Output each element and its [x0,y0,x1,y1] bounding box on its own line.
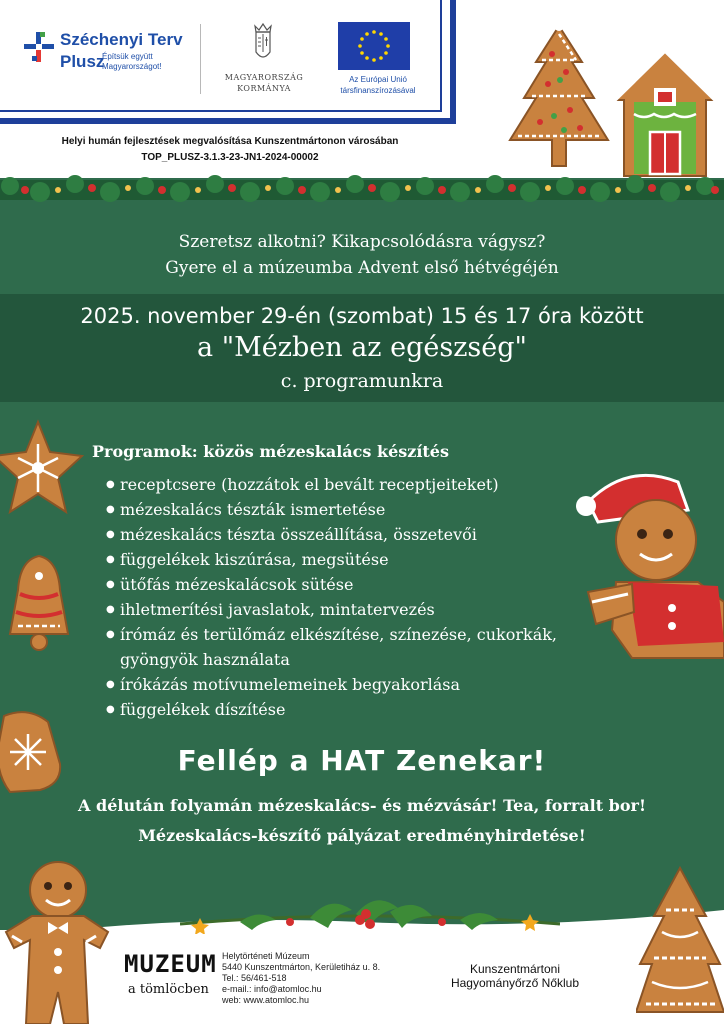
list-item: ● írómáz és terülőmáz elkészítése, színezése, cukorkák, gyöngyök használata [106,622,576,672]
eu-text [324,74,432,96]
list-item: ● függelékek díszítése [106,697,626,722]
szechenyi-slogan: Építsük együtt Magyarországot! [102,52,162,71]
gingerbread-tree-icon [500,18,618,178]
header-frame [440,0,442,112]
szechenyi-logo [22,28,192,94]
government-logo [214,22,314,102]
museum-name: Helytörténeti Múzeum [222,951,310,961]
closing-line-1: A délután folyamán mézeskalács- és mézvásár! Tea, forralt bor! [78,796,646,815]
list-item: ● írókázás motívumelemeinek begyakorlása [106,672,626,697]
eu-flag-icon [338,22,410,70]
government-line1: MAGYARORSZÁG [224,73,304,82]
club-line-2: Hagyományőrző Nőklub [450,976,580,990]
government-line2: KORMÁNYA [237,84,291,93]
eu-logo [324,22,434,102]
band-headline: Fellép a HAT Zenekar! [177,744,547,777]
event-subtitle: c. programunkra [280,370,444,392]
szechenyi-cross-icon [22,30,56,64]
logo-divider [200,24,201,94]
eu-line1: Az Európai Unió [349,75,407,84]
museum-logo-word: MUZEUM [124,950,217,978]
government-text [214,72,314,94]
mitten-cookie-icon [0,704,74,796]
event-date: 2025. november 29-én (szombat) 15 és 17 óra között [80,304,644,328]
museum-logo-sub: a tömlöcben [128,982,209,997]
szechenyi-title: Széchenyi Terv [60,30,183,49]
gingerbread-house-icon [606,44,724,180]
list-item: ● függelékek kiszúrása, megsütése [106,547,626,572]
list-item: ● ütőfás mézeskalácsok sütése [106,572,626,597]
list-item: ● mézeskalács tészták ismertetése [106,497,626,522]
programs-list [106,472,626,722]
star-cookie-icon [0,418,84,518]
project-code: TOP_PLUSZ-3.1.3-23-JN1-2024-00002 [141,152,319,163]
bell-cookie-icon [0,550,82,654]
gingerbread-man-icon [0,856,112,1024]
list-item: ● ihletmerítési javaslatok, mintatervezés [106,597,626,622]
eu-line2: társfinanszírozásával [340,86,416,95]
museum-contact [222,951,380,1006]
hungarian-crest-icon [250,22,276,66]
holly-icon [180,888,560,934]
list-item: ● receptcsere (hozzátok el bevált receptjeiteket) [106,472,626,497]
museum-email: e-mail.: info@atomloc.hu [222,984,322,994]
museum-logo [124,950,217,1008]
header-frame [0,118,456,124]
list-item: ● mézeskalács tészta összeállítása, összetevői [106,522,626,547]
club-line-1: Kunszentmártoni [469,962,561,976]
sponsor-header [0,0,724,178]
header-frame [450,0,456,122]
programs-heading: Programok: közös mézeskalács készítés [92,442,449,461]
garland-icon [0,170,724,210]
event-title: a "Mézben az egészség" [197,332,527,363]
womens-club [430,962,600,990]
szechenyi-plus: Plusz [60,52,105,71]
gingerbread-tree-bottom-icon [636,862,724,1024]
intro-line-2: Gyere el a múzeumba Advent első hétvégéjén [165,258,559,278]
museum-phone: Tel.: 56/461-518 [222,973,287,983]
intro-line-1: Szeretsz alkotni? Kikapcsolódásra vágysz? [178,232,546,252]
museum-web: web: www.atomloc.hu [222,995,310,1005]
header-frame [0,110,442,112]
project-title: Helyi humán fejlesztések megvalósítása Kunszentmártonon városában [61,136,399,147]
gingerbread-man-santa-icon [568,462,724,668]
museum-address: 5440 Kunszentmárton, Kerületiház u. 8. [222,962,381,972]
closing-line-2: Mézeskalács-készítő pályázat eredményhirdetése! [138,826,586,845]
